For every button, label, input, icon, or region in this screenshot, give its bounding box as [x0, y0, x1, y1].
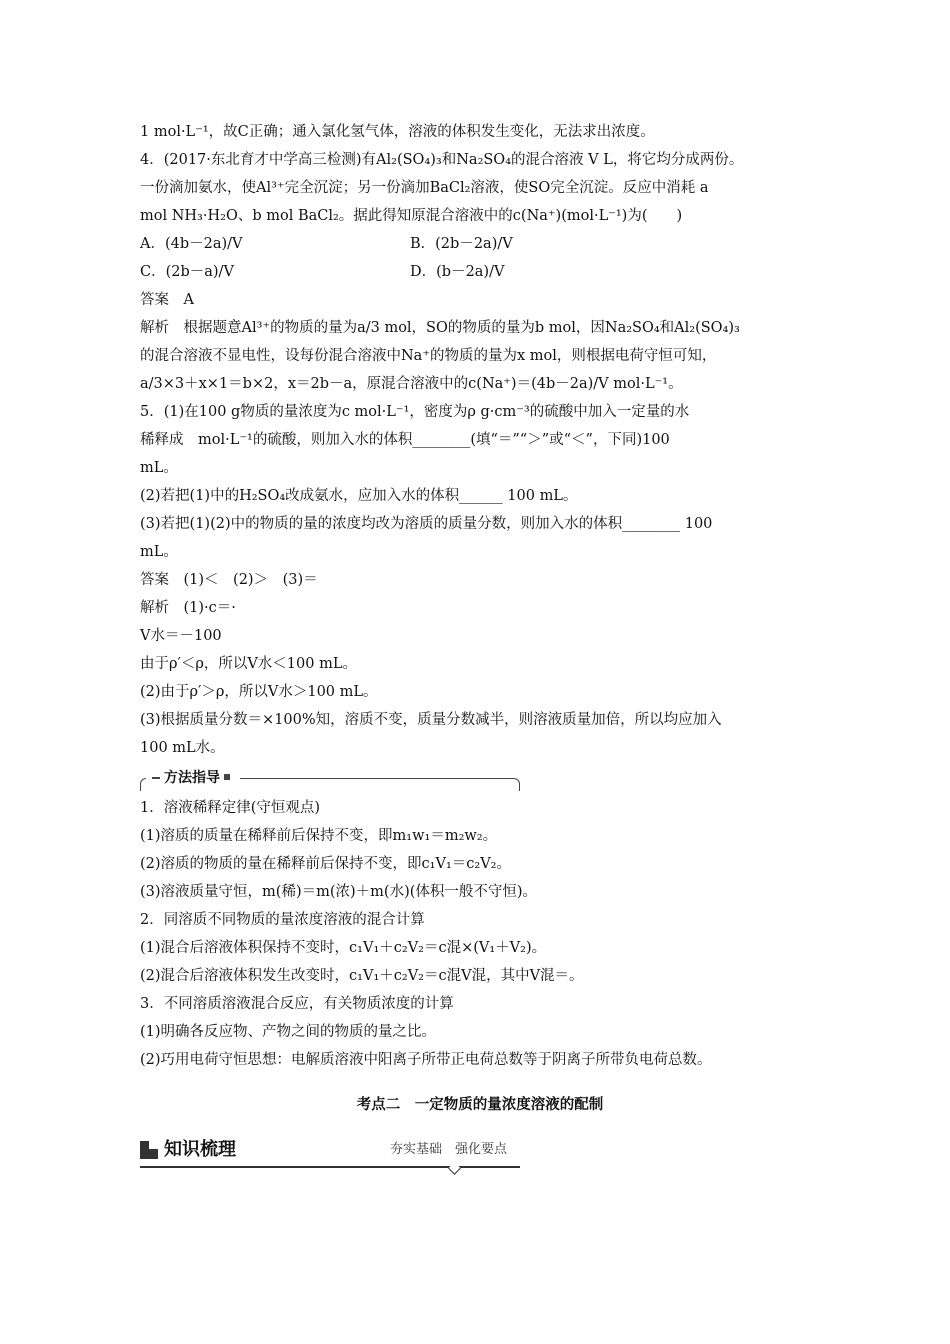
- method-line: 2．同溶质不同物质的量浓度溶液的混合计算: [140, 912, 425, 928]
- text-line: (2)若把(1)中的H₂SO₄改成氨水，应加入水的体积______ 100 mL。: [140, 488, 578, 504]
- answer-line: 答案 (1)＜ (2)＞ (3)＝: [140, 572, 318, 588]
- analysis-line: 解析 (1)·c＝·: [140, 600, 236, 616]
- method-line: (1)混合后溶液体积保持不变时，c₁V₁＋c₂V₂＝c混×(V₁＋V₂)。: [140, 940, 547, 956]
- text-line: V水＝－100: [140, 628, 222, 644]
- knowledge-icon: [140, 1141, 158, 1159]
- answer-line: 答案 A: [140, 292, 194, 308]
- options-row-2: [140, 258, 820, 286]
- option-b: B．(2b－2a)/V: [410, 236, 513, 252]
- method-guide-label: 方法指导: [164, 770, 220, 786]
- analysis-line: 解析 根据题意Al³⁺的物质的量为a/3 mol，SO的物质的量为b mol，因Na₂SO₄和Al₂(SO₄)₃: [140, 320, 740, 336]
- dash-icon: [152, 777, 160, 779]
- options-row-1: [140, 230, 820, 258]
- text-line: mL。: [140, 544, 178, 560]
- text-line: (3)若把(1)(2)中的物质的量的浓度均改为溶质的质量分数，则加入水的体积________ 100: [140, 516, 713, 532]
- question-4-stem: 4．(2017·东北育才中学高三检测)有Al₂(SO₄)₃和Na₂SO₄的混合溶液 V L，将它均分成两份。: [140, 152, 744, 168]
- text-line: 1 mol·L⁻¹，故C正确；通入氯化氢气体，溶液的体积发生变化，无法求出浓度。: [140, 124, 655, 140]
- method-guide-header: [140, 768, 520, 790]
- text-line: (2)由于ρ′＞ρ，所以V水＞100 mL。: [140, 684, 378, 700]
- knowledge-title: 知识梳理: [164, 1139, 236, 1160]
- method-guide-tag: [146, 768, 240, 788]
- text-line: 稀释成 mol·L⁻¹的硫酸，则加入水的体积________(填“＝”“＞”或“＜”，下同)100: [140, 432, 670, 448]
- document-page: [140, 118, 820, 1168]
- square-icon: [224, 774, 230, 780]
- method-line: (2)混合后溶液体积发生改变时，c₁V₁＋c₂V₂＝c混V混，其中V混＝。: [140, 968, 584, 984]
- option-d: D．(b－2a)/V: [410, 264, 505, 280]
- text-line: a/3×3＋x×1＝b×2，x＝2b－a，原混合溶液中的c(Na⁺)＝(4b－2a)/V mol·L⁻¹。: [140, 376, 683, 392]
- method-line: (2)溶质的物质的量在稀释前后保持不变，即c₁V₁＝c₂V₂。: [140, 856, 511, 872]
- method-line: (1)溶质的质量在稀释前后保持不变，即m₁w₁＝m₂w₂。: [140, 828, 498, 844]
- option-c: C．(2b－a)/V: [140, 264, 234, 280]
- method-line: (1)明确各反应物、产物之间的物质的量之比。: [140, 1024, 437, 1040]
- knowledge-underline: [140, 1166, 520, 1168]
- text-line: 100 mL水。: [140, 740, 225, 756]
- method-line: 1．溶液稀释定律(守恒观点): [140, 800, 321, 816]
- text-line: mL。: [140, 460, 178, 476]
- paragraph-block-b: [140, 286, 820, 762]
- text-line: 由于ρ′＜ρ，所以V水＜100 mL。: [140, 656, 357, 672]
- chevron-down-icon: [448, 1162, 461, 1175]
- knowledge-subtitle: 夯实基础 强化要点: [390, 1142, 508, 1157]
- method-line: (2)巧用电荷守恒思想：电解质溶液中阳离子所带正电荷总数等于阴离子所带负电荷总数。: [140, 1052, 712, 1068]
- text-line: 一份滴加氨水，使Al³⁺完全沉淀；另一份滴加BaCl₂溶液，使SO完全沉淀。反应中消耗 a: [140, 180, 709, 196]
- knowledge-header: [140, 1134, 520, 1168]
- method-line: 3．不同溶质溶液混合反应，有关物质浓度的计算: [140, 996, 454, 1012]
- section-title: 考点二 一定物质的量浓度溶液的配制: [356, 1097, 604, 1113]
- paragraph-block-a: [140, 118, 820, 230]
- text-line: mol NH₃·H₂O、b mol BaCl₂。据此得知原混合溶液中的c(Na⁺)(mol·L⁻¹)为( ): [140, 208, 683, 224]
- option-a: A．(4b－2a)/V: [140, 236, 243, 252]
- method-line: (3)溶液质量守恒，m(稀)＝m(浓)＋m(水)(体积一般不守恒)。: [140, 884, 538, 900]
- question-5-stem: 5．(1)在100 g物质的量浓度为c mol·L⁻¹，密度为ρ g·cm⁻³的硫酸中加入一定量的水: [140, 404, 690, 420]
- method-guide-content: [140, 794, 820, 1074]
- text-line: 的混合溶液不显电性，设每份混合溶液中Na⁺的物质的量为x mol，则根据电荷守恒可知，: [140, 348, 717, 364]
- text-line: (3)根据质量分数＝×100%知，溶质不变，质量分数减半，则溶液质量加倍，所以均应加入: [140, 712, 722, 728]
